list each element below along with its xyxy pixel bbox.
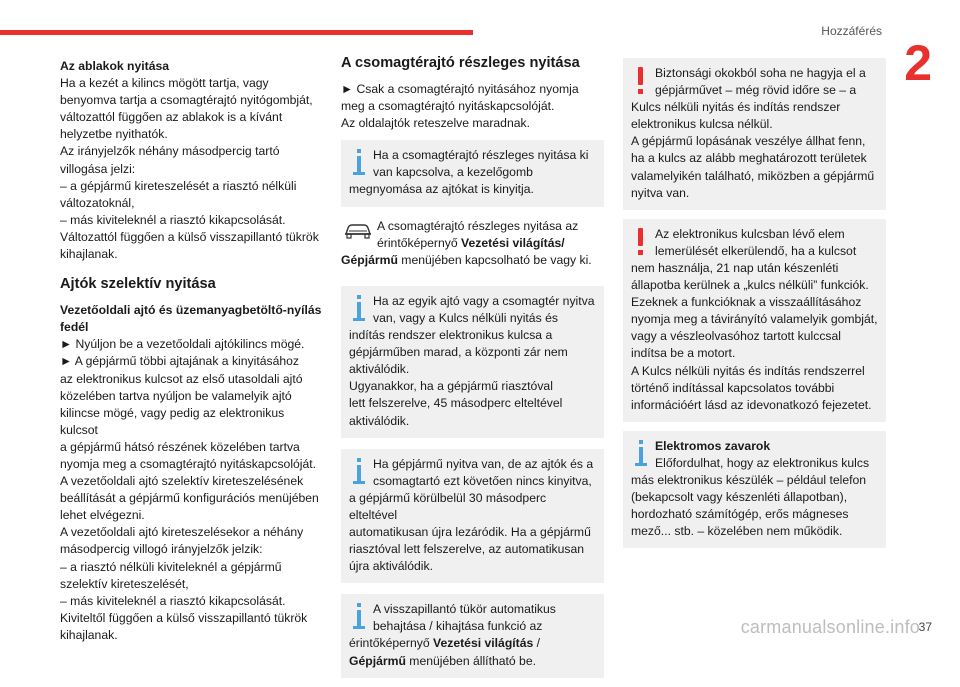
text-line: lett felszerelve, 45 másodperc elteltével <box>349 396 563 411</box>
info-box-5-first <box>655 455 878 472</box>
text-line: történő indítással kapcsolatos további <box>631 380 835 395</box>
car-note-menu-1: Vezetési világítás/ <box>461 235 565 250</box>
info-icon <box>351 295 369 329</box>
text-line: megnyomása az ajtókat is kinyitja. <box>349 182 534 197</box>
text-line: (bekapcsolt vagy készenléti állapotban), <box>631 490 848 505</box>
text-line: benyomva tartja a csomagtérajtó nyitógombját, <box>60 93 313 108</box>
info-box-4-line-a: A visszapillantó tükör automatikus <box>373 602 556 617</box>
column-left <box>60 58 325 644</box>
text-line: Ha az egyik ajtó vagy a csomagtér nyitva <box>373 293 595 308</box>
text-line: ► A gépjármű többi ajtajának a kinyitásához <box>60 354 300 369</box>
text-line: Kiviteltől függően a külső visszapillantó tükrök <box>60 610 308 625</box>
warning-icon <box>633 228 651 262</box>
text-line: változattól függően az ablakok is a kívánt <box>60 110 283 125</box>
info-box-2-rest <box>349 327 596 430</box>
text-line: mező... stb. – közelében nem működik. <box>631 524 843 539</box>
car-settings-note <box>341 216 604 277</box>
info-box-5 <box>623 431 886 549</box>
text-line: gépjárművet – még rövid időre se – a <box>655 83 857 98</box>
text-line: ha a kulcs az alább meghatározott területek <box>631 151 867 166</box>
text-line: van kapcsolva, a kezelőgomb <box>373 165 533 180</box>
watermark: carmanualsonline.info <box>740 617 920 637</box>
info-box-4-menu-1: Vezetési világítás <box>433 636 534 651</box>
text-line: Előfordulhat, hogy az elektronikus kulcs <box>655 455 870 470</box>
text-line: ► Csak a csomagtérajtó nyitásához nyomja <box>341 82 579 96</box>
warning-box-2-rest <box>631 260 878 414</box>
info-box-4-mid: / <box>533 636 541 651</box>
trunk-partial-heading: A csomagtérajtó részleges nyitása <box>341 55 580 71</box>
info-box-1-rest <box>349 181 596 198</box>
driver-door-subheading: Vezetőoldali ajtó és üzemanyagbetöltő-nyílás fedél <box>60 303 322 335</box>
info-icon <box>351 149 369 183</box>
info-box-1 <box>341 140 604 206</box>
text-line: – a riasztó nélküli kiviteleknél a gépjármű <box>60 559 282 574</box>
text-line: lemerülését elkerülendő, ha a kulcsot <box>655 243 857 258</box>
text-line: Az irányjelzők néhány másodpercig tartó <box>60 144 280 159</box>
trunk-paragraph <box>341 81 604 132</box>
info-box-2-first <box>349 293 596 327</box>
page-number: 37 <box>918 620 932 634</box>
text-line: meg a csomagtérajtó nyitáskapcsolóját. <box>341 99 555 114</box>
info-box-4 <box>341 594 604 677</box>
column-middle <box>341 54 604 687</box>
text-line: villogása jelzi: <box>60 161 136 176</box>
text-line: valamelyikén található, miközben a gépjármű <box>631 168 875 183</box>
text-line: vagy a vészleolvasóhoz tartott kulccsal <box>631 329 841 344</box>
text-line: Ha a kezét a kilincs mögött tartja, vagy <box>60 76 269 91</box>
warning-box-1 <box>623 58 886 210</box>
warning-box-2 <box>623 219 886 422</box>
text-line: kihajlanak. <box>60 627 118 642</box>
info-box-4-line-b: behajtása / kihajtása funkció az <box>373 619 543 634</box>
text-line: Az elektronikus kulcsban lévő elem <box>655 226 845 241</box>
text-line: van, vagy a Kulcs nélküli nyitás és <box>373 310 558 325</box>
text-line: indítsa be a motort. <box>631 346 736 361</box>
text-line: A gépjármű lopásának veszélye állhat fenn, <box>631 134 866 149</box>
warning-icon <box>633 67 651 101</box>
info-box-5-title: Elektromos zavarok <box>655 438 771 453</box>
text-line: lehet elvégezni. <box>60 508 145 523</box>
top-accent-bar <box>0 30 473 35</box>
warning-box-1-first <box>631 65 878 99</box>
text-line: másodpercig villogó irányjelzők jelzik: <box>60 542 263 557</box>
text-line: nyitva van. <box>631 185 690 200</box>
text-line: elektronikus kulcsa nélkül. <box>631 117 773 132</box>
info-box-2 <box>341 286 604 438</box>
text-line: a gépjármű hátsó részének közelében tartva <box>60 439 300 454</box>
info-icon <box>351 603 369 637</box>
text-line: változatoknál, <box>60 195 135 210</box>
text-line: A vezetőoldali ajtó szelektív kireteszelésének <box>60 474 304 489</box>
text-line: aktiválódik. <box>349 413 410 428</box>
text-line: információért lásd az idevonatkozó fejezetet. <box>631 397 872 412</box>
selective-opening-heading: Ajtók szelektív nyitása <box>60 276 216 293</box>
section-title: Hozzáférés <box>821 24 882 38</box>
text-line: beállítását a gépjármű konfigurációs menüjében <box>60 491 319 506</box>
info-box-4-menu-2: Gépjármű <box>349 653 406 668</box>
text-line: kihajlanak. <box>60 247 118 262</box>
info-box-3-rest <box>349 490 596 575</box>
text-line: Az oldalajtók reteszelve maradnak. <box>341 116 531 131</box>
text-line: csomagtartó ezt követően nincs kinyitva, <box>373 473 592 488</box>
text-line: hordozható számítógép, erős mágneses <box>631 507 849 522</box>
column-right <box>623 58 886 557</box>
text-line: Kulcs nélküli nyitás és indítás rendszer <box>631 100 841 115</box>
windows-paragraph <box>60 75 325 263</box>
text-line: riasztóval lett felszerelve, az automatikusan <box>349 542 585 557</box>
info-icon <box>351 458 369 492</box>
text-line: nyomja meg a csomagtérajtó nyitáskapcsolóját. <box>60 456 317 471</box>
text-line: újra aktiválódik. <box>349 559 433 574</box>
driver-door-paragraph <box>60 336 325 644</box>
chapter-number: 2 <box>904 35 932 91</box>
text-line: A Kulcs nélküli nyitás és indítás rendszerrel <box>631 363 865 378</box>
info-box-4-tail: menüjében állítható be. <box>405 653 536 668</box>
text-line: Biztonsági okokból soha ne hagyja el a <box>655 66 866 80</box>
text-line: nyomja meg a távirányító valamelyik gombját, <box>631 312 878 327</box>
text-line: gépjárműben marad, a központi zár nem <box>349 345 568 360</box>
text-line: szelektív kireteszelését, <box>60 576 189 591</box>
text-line: Ha gépjármű nyitva van, de az ajtók és a <box>373 456 594 471</box>
info-box-1-first <box>349 147 596 181</box>
text-line: helyzetbe nyithatók. <box>60 127 168 142</box>
text-line: kilincse mögé, vagy pedig az elektronikus kulcsot <box>60 405 285 437</box>
text-line: ► Nyúljon be a vezetőoldali ajtókilincs mögé. <box>60 337 305 352</box>
car-note-menu-2: Gépjármű <box>341 252 398 267</box>
text-line: más elektronikus készülék – például telefon <box>631 472 867 487</box>
text-line: – más kiviteleknél a riasztó kikapcsolását. <box>60 593 286 608</box>
text-line: indítás rendszer elektronikus kulcsa a <box>349 328 553 343</box>
text-line: nem használja, 21 nap után készenléti <box>631 260 839 275</box>
text-line: Ezeknek a funkcióknak a visszaállításához <box>631 295 862 310</box>
text-line: Ha a csomagtérajtó részleges nyitása ki <box>373 148 589 163</box>
text-line: közelében tartva nyúljon be valamelyik ajtó <box>60 388 292 403</box>
text-line: az elektronikus kulcsot az első utasoldali ajtó <box>60 371 303 386</box>
text-line: Ugyanakkor, ha a gépjármű riasztóval <box>349 379 553 394</box>
info-icon <box>633 440 651 474</box>
info-box-3-first <box>349 456 596 490</box>
car-note-line-a: A csomagtérajtó részleges nyitása az <box>377 218 579 233</box>
text-line: állapotba kerülnek a „kulcs nélküli” funkciók. <box>631 278 869 293</box>
warning-box-1-rest <box>631 99 878 202</box>
warning-box-2-first <box>631 226 878 260</box>
info-box-3 <box>341 449 604 584</box>
text-line: – a gépjármű kireteszelését a riasztó nélküli <box>60 178 297 193</box>
info-box-5-rest <box>631 472 878 540</box>
text-line: aktiválódik. <box>349 362 410 377</box>
text-line: – más kiviteleknél a riasztó kikapcsolását. <box>60 212 286 227</box>
info-box-4-pre: érintőképernyő <box>349 636 434 651</box>
text-line: Változattól függően a külső visszapillantó tükrök <box>60 229 319 244</box>
car-icon <box>343 222 373 240</box>
text-line: A vezetőoldali ajtó kireteszelésekor a néhány <box>60 525 304 540</box>
car-note-tail: menüjében kapcsolható be vagy ki. <box>397 252 592 267</box>
car-note-line-b-pre: érintőképernyő <box>377 235 462 250</box>
text-line: automatikusan újra lezáródik. Ha a gépjármű <box>349 524 591 539</box>
text-line: a gépjármű körülbelül 30 másodperc elteltével <box>349 490 547 522</box>
windows-title: Az ablakok nyitása <box>60 59 170 73</box>
